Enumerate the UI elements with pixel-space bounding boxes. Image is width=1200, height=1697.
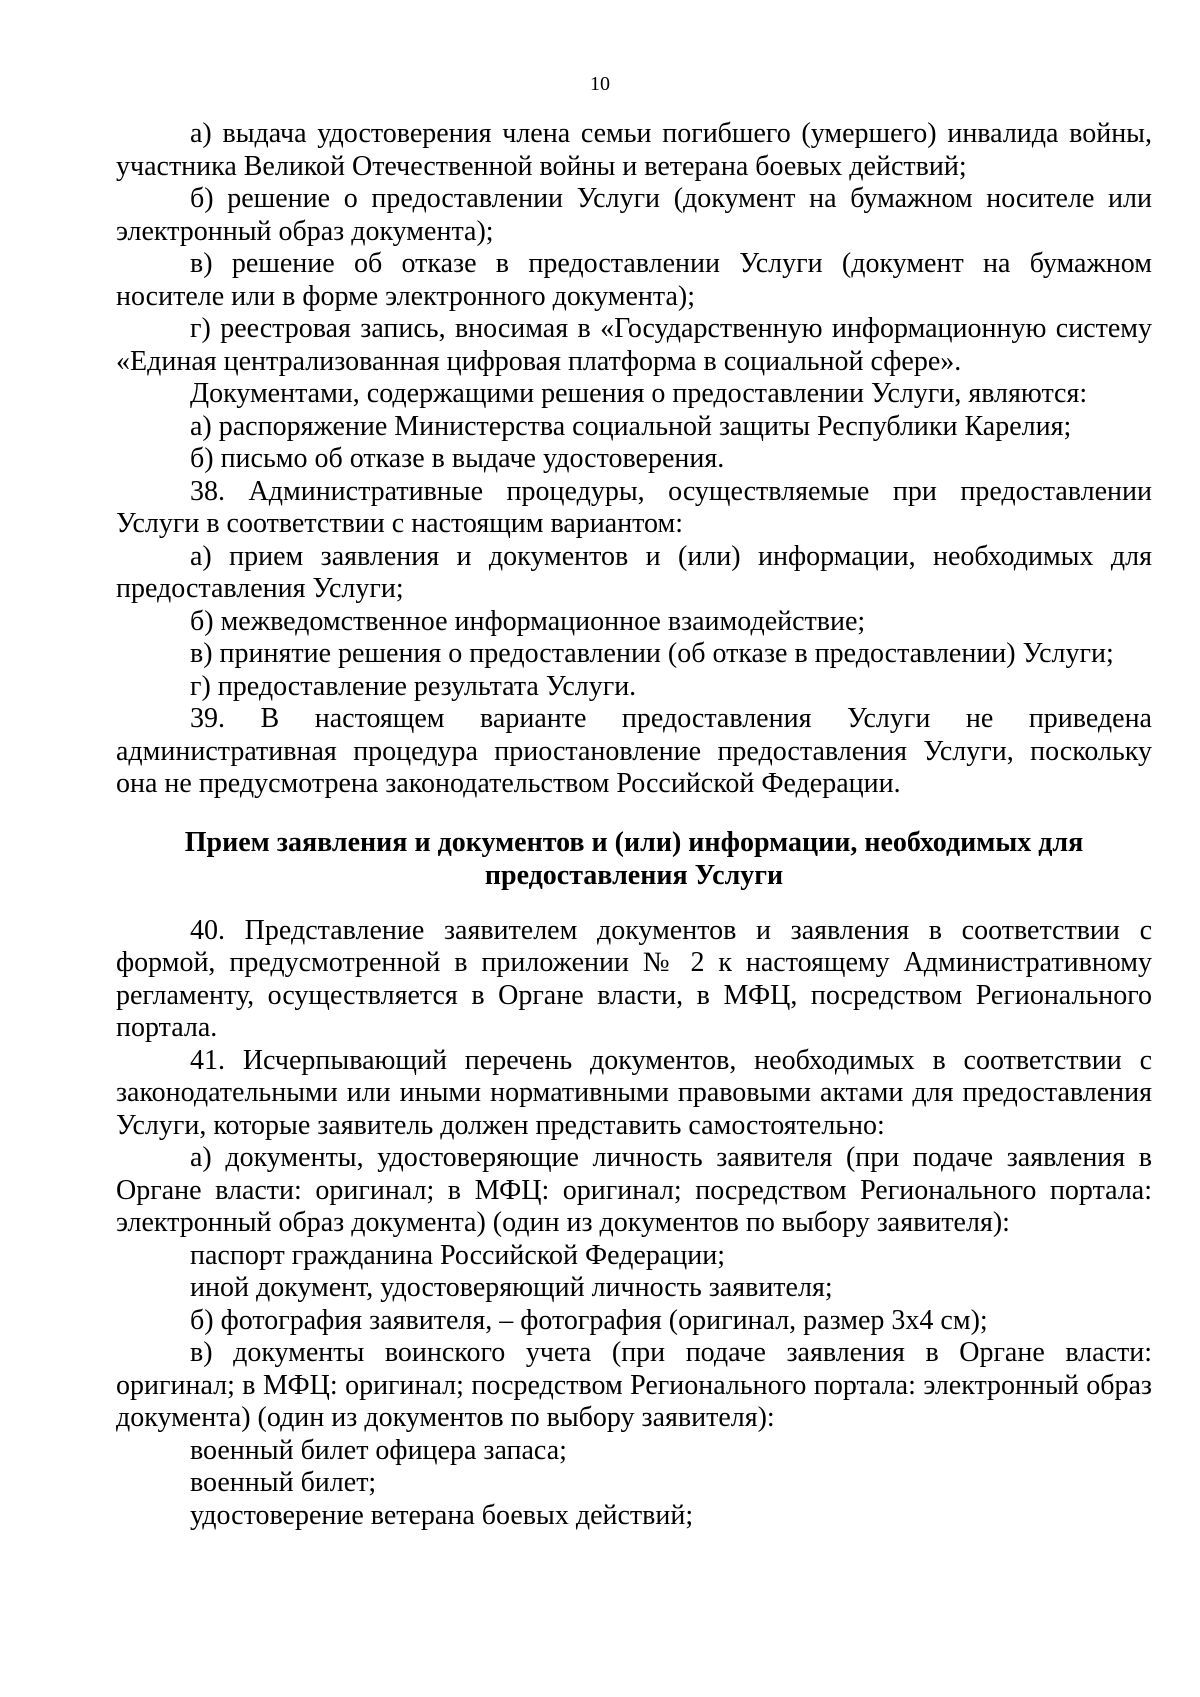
paragraph: 38. Административные процедуры, осуществляемые при предоставлении Услуги в соответствии с настоящим вариантом: bbox=[116, 475, 1152, 539]
paragraph: г) реестровая запись, вносимая в «Государственную информационную систему «Единая централизованная цифровая платформа в социальной сфере». bbox=[116, 313, 1152, 377]
paragraph: паспорт гражданина Российской Федерации; bbox=[190, 1239, 726, 1271]
paragraph: а) распоряжение Министерства социальной защиты Республики Карелия; bbox=[190, 410, 1072, 442]
paragraph: военный билет офицера запаса; bbox=[190, 1434, 567, 1466]
paragraph: 41. Исчерпывающий перечень документов, необходимых в соответствии с законодательными или иными нормативными правовыми актами для предоставления Услуги, которые заявитель должен представить самостоятельно: bbox=[116, 1044, 1152, 1141]
paragraph: в) решение об отказе в предоставлении Услуги (документ на бумажном носителе или в форме электронного документа); bbox=[116, 248, 1152, 312]
paragraph: Документами, содержащими решения о предоставлении Услуги, являются: bbox=[190, 378, 1088, 409]
paragraph: г) предоставление результата Услуги. bbox=[190, 670, 637, 702]
paragraph: в) документы воинского учета (при подаче заявления в Органе власти: оригинал; в МФЦ: оригинал; посредством Регионального портала: электронный образ документа) (один из документов по выбору заявителя): bbox=[116, 1337, 1152, 1433]
paragraph: а) прием заявления и документов и (или) информации, необходимых для предоставления Услуги; bbox=[116, 540, 1152, 604]
paragraph: б) фотография заявителя, – фотография (оригинал, размер 3x4 см); bbox=[190, 1304, 988, 1336]
document-body bbox=[116, 118, 1152, 1532]
page-number: 10 bbox=[590, 73, 610, 95]
paragraph: а) документы, удостоверяющие личность заявителя (при подаче заявления в Органе власти: оригинал; в МФЦ: оригинал; посредством Регионального портала: электронный образ документа) (один из документов по выбору заявителя): bbox=[116, 1142, 1152, 1238]
paragraph: в) принятие решения о предоставлении (об отказе в предоставлении) Услуги; bbox=[190, 638, 1114, 669]
paragraph: 40. Представление заявителем документов и заявления в соответствии с формой, предусмотренной в приложении № 2 к настоящему Административному регламенту, осуществляется в Органе власти, в МФЦ, посредством Регионального портала. bbox=[116, 914, 1152, 1043]
paragraph: б) письмо об отказе в выдаче удостоверения. bbox=[190, 443, 725, 474]
paragraph: удостоверение ветерана боевых действий; bbox=[190, 1499, 694, 1531]
paragraph: 39. В настоящем варианте предоставления Услуги не приведена административная процедура приостановление предоставления Услуги, поскольку она не предусмотрена законодательством Российской Федерации. bbox=[116, 703, 1152, 799]
section-heading: Прием заявления и документов и (или) информации, необходимых для предоставления Услуги bbox=[184, 826, 1084, 891]
paragraph: иной документ, удостоверяющий личность заявителя; bbox=[190, 1272, 833, 1303]
paragraph: а) выдача удостоверения члена семьи погибшего (умершего) инвалида войны, участника Великой Отечественной войны и ветерана боевых действий; bbox=[116, 118, 1152, 182]
paragraph: б) решение о предоставлении Услуги (документ на бумажном носителе или электронный образ документа); bbox=[116, 183, 1152, 247]
paragraph: б) межведомственное информационное взаимодействие; bbox=[190, 605, 866, 637]
paragraph: военный билет; bbox=[190, 1467, 377, 1498]
